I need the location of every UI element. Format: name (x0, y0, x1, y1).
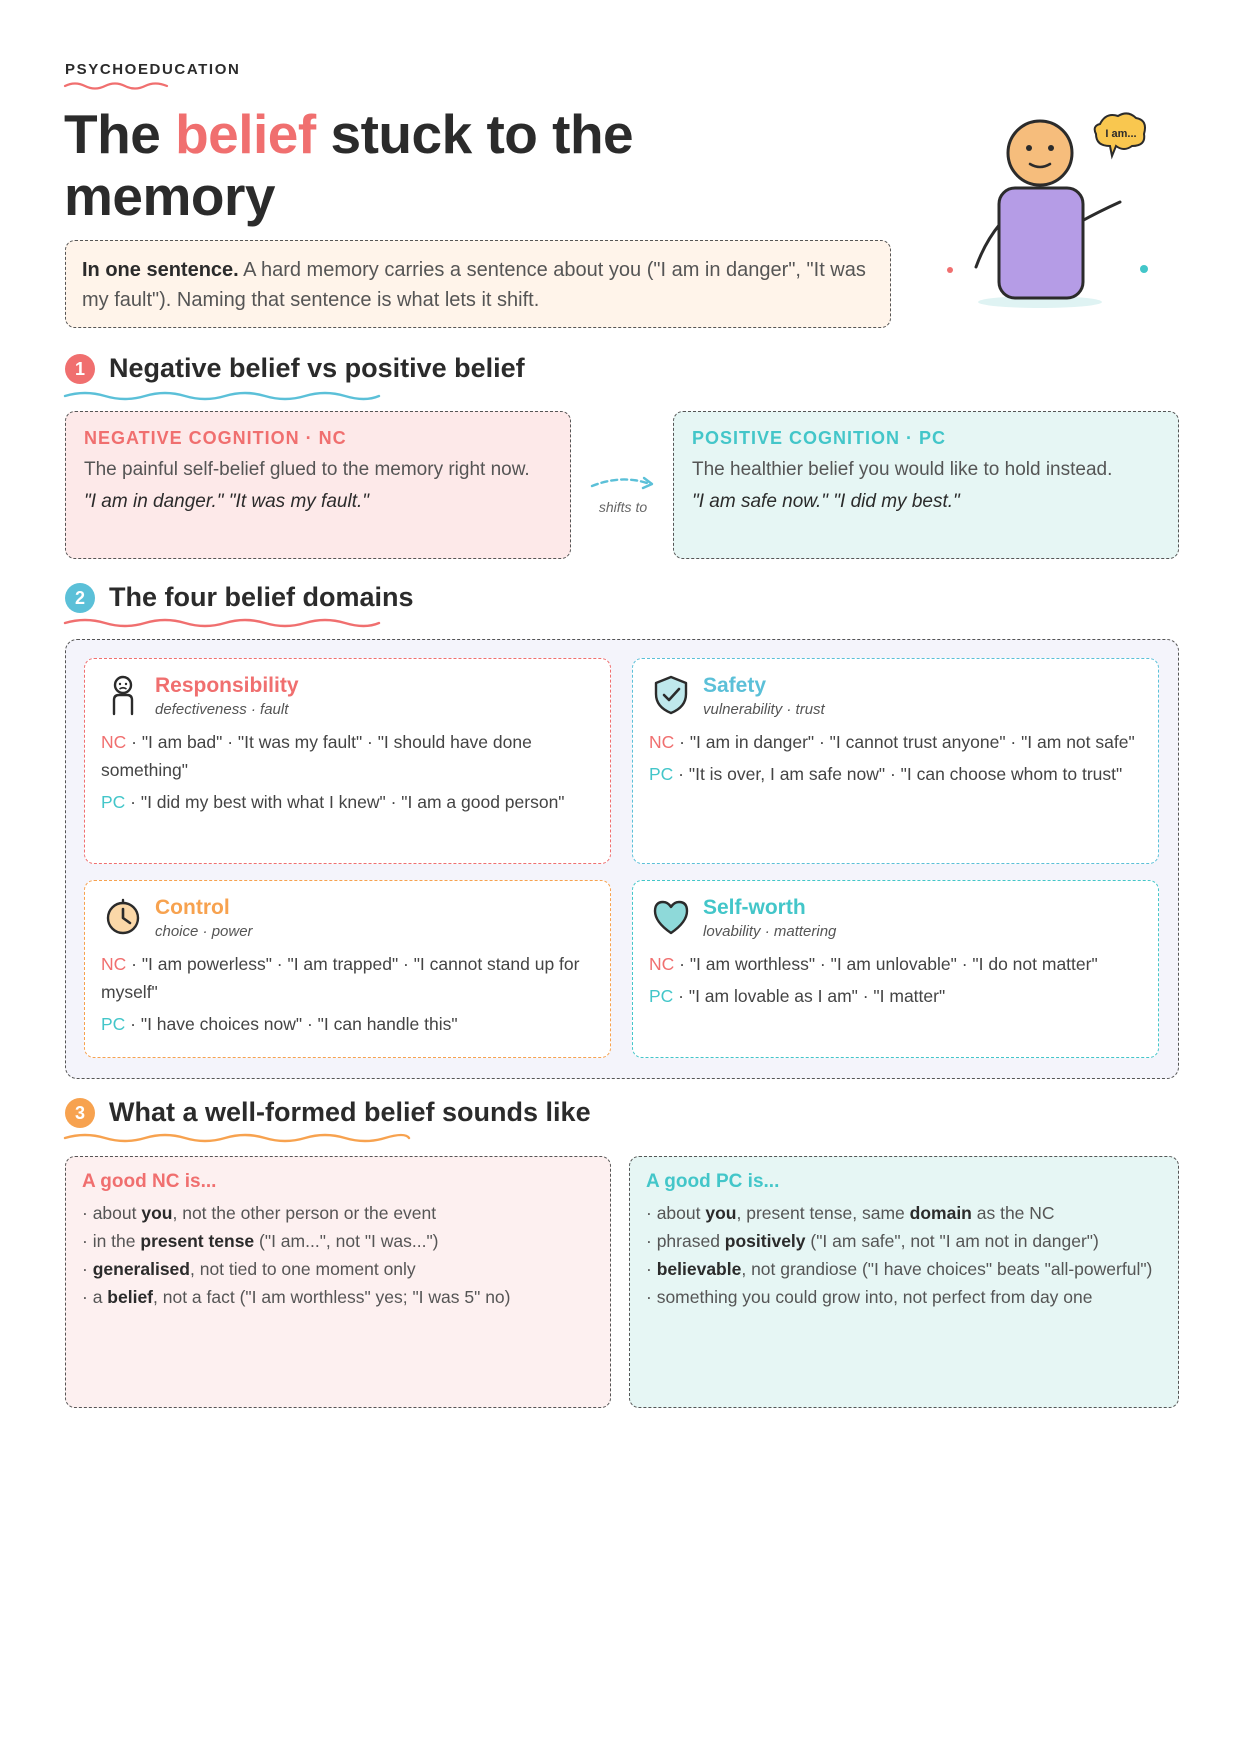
good-nc-item: · a belief, not a fact ("I am worthless" yes; "I was 5" no) (82, 1287, 511, 1307)
domain-card-self-worth (632, 880, 1159, 1058)
section-3-heading (65, 1097, 591, 1128)
domain-nc-self-worth: NC · "I am worthless" · "I am unlovable" · "I do not matter" (649, 954, 1098, 974)
good-nc-label: A good NC is... (82, 1171, 217, 1192)
shift-arrow (586, 472, 660, 515)
section-2-title: The four belief domains (109, 582, 414, 612)
good-nc-card (65, 1156, 611, 1408)
arrow-right-icon (586, 472, 660, 494)
domain-name-self-worth: Self-worth (703, 896, 806, 919)
domain-card-responsibility (84, 658, 611, 864)
domain-sub-self-worth: lovability · mattering (703, 923, 837, 940)
good-pc-item: · something you could grow into, not perfect from day one (646, 1287, 1093, 1307)
domain-pc-control: PC · "I have choices now" · "I can handle this" (101, 1014, 458, 1034)
good-pc-item: · believable, not grandiose ("I have choices" beats "all-powerful") (646, 1259, 1153, 1279)
summary-text: A hard memory carries a sentence about you ("I am in danger", "It was my fault"). Naming that sentence is what lets it shift. (82, 259, 866, 311)
section-2-heading (65, 582, 414, 613)
pc-quote: "I am safe now." "I did my best." (692, 491, 960, 512)
good-pc-item: · phrased positively ("I am safe", not "I am not in danger") (646, 1231, 1099, 1251)
domain-pc-self-worth: PC · "I am lovable as I am" · "I matter" (649, 986, 946, 1006)
good-pc-card (629, 1156, 1179, 1408)
hero-illustration (930, 112, 1150, 317)
page-title (64, 103, 824, 227)
domain-sub-safety: vulnerability · trust (703, 701, 825, 718)
section-1-underline (63, 390, 383, 402)
domain-sub-responsibility: defectiveness · fault (155, 701, 289, 718)
heart-icon (649, 895, 693, 939)
section-1-title: Negative belief vs positive belief (109, 353, 525, 383)
domain-card-safety (632, 658, 1159, 864)
good-pc-label: A good PC is... (646, 1171, 780, 1192)
kicker-underline (63, 80, 173, 90)
kicker: PSYCHOEDUCATION (65, 61, 241, 78)
summary-lead: In one sentence. (82, 259, 239, 281)
nc-label: NEGATIVE COGNITION · NC (84, 428, 347, 448)
good-nc-item: · about you, not the other person or the event (82, 1203, 437, 1223)
good-nc-item: · generalised, not tied to one moment only (82, 1259, 416, 1279)
section-1-number: 1 (65, 354, 95, 384)
domain-card-control (84, 880, 611, 1058)
title-part-2: stuck to the memory (64, 103, 634, 227)
domain-nc-safety: NC · "I am in danger" · "I cannot trust anyone" · "I am not safe" (649, 732, 1135, 752)
domain-name-control: Control (155, 896, 230, 919)
section-2-underline (63, 617, 383, 629)
belief-domains-panel (65, 639, 1179, 1079)
summary-box (65, 240, 891, 328)
domain-sub-control: choice · power (155, 923, 253, 940)
domain-nc-control: NC · "I am powerless" · "I am trapped" · "I cannot stand up for myself" (101, 954, 580, 1002)
shield-check-icon (649, 673, 693, 717)
domain-pc-safety: PC · "It is over, I am safe now" · "I can choose whom to trust" (649, 764, 1123, 784)
pc-description: The healthier belief you would like to hold instead. (692, 459, 1113, 480)
domain-nc-responsibility: NC · "I am bad" · "It was my fault" · "I should have done something" (101, 732, 532, 780)
domain-name-responsibility: Responsibility (155, 674, 299, 697)
section-1-heading (65, 353, 525, 384)
good-nc-item: · in the present tense ("I am...", not "I was...") (82, 1231, 439, 1251)
title-accent: belief (175, 103, 316, 165)
section-3-underline (63, 1132, 413, 1144)
domain-name-safety: Safety (703, 674, 767, 697)
nc-description: The painful self-belief glued to the memory right now. (84, 459, 530, 480)
section-3-number: 3 (65, 1098, 95, 1128)
section-3-title: What a well-formed belief sounds like (109, 1097, 591, 1127)
positive-cognition-card (673, 411, 1179, 559)
title-part-1: The (64, 103, 176, 165)
nc-quote: "I am in danger." "It was my fault." (84, 491, 369, 512)
negative-cognition-card (65, 411, 571, 559)
hero-bubble-text: I am... (1105, 128, 1137, 140)
person-worried-icon (101, 673, 145, 717)
good-pc-item: · about you, present tense, same domain as the NC (646, 1203, 1055, 1223)
clock-icon (101, 895, 145, 939)
domain-pc-responsibility: PC · "I did my best with what I knew" · "I am a good person" (101, 792, 565, 812)
pc-label: POSITIVE COGNITION · PC (692, 428, 947, 448)
shift-label: shifts to (598, 499, 648, 515)
section-2-number: 2 (65, 583, 95, 613)
